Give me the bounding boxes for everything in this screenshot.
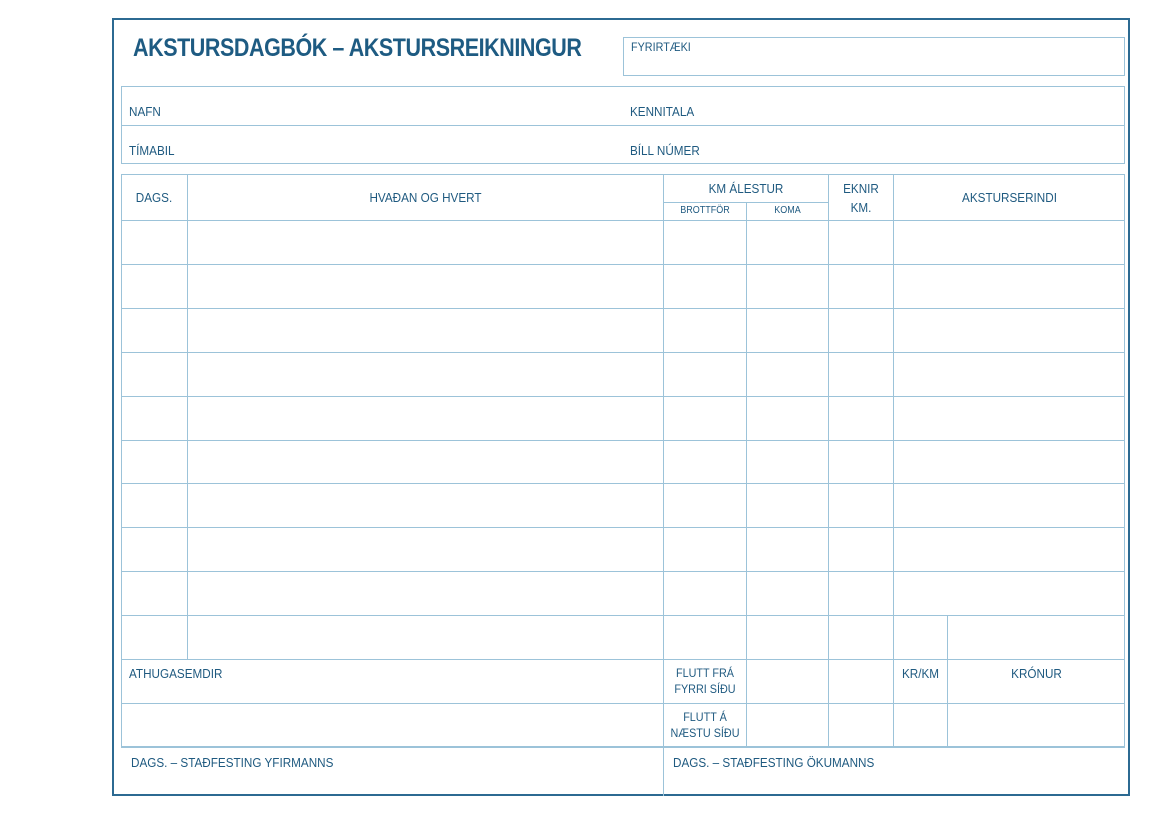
header-km-arrive: KOMA — [774, 205, 801, 216]
table-row[interactable] — [122, 572, 1124, 614]
col-line-rate — [947, 615, 948, 747]
table-row[interactable] — [122, 441, 1124, 483]
header-km-depart: BROTTFÖR — [680, 205, 730, 216]
footer-line-2 — [121, 703, 1125, 704]
form-title: AKSTURSDAGBÓK – AKSTURSREIKNINGUR — [133, 34, 582, 62]
table-row[interactable] — [122, 353, 1124, 395]
rate-label: KR/KM — [901, 666, 940, 681]
col-line-date — [187, 174, 188, 659]
amount-label: KRÓNUR — [1011, 666, 1062, 681]
signature-divider — [663, 747, 664, 796]
carried-to-label-1: FLUTT Á — [683, 710, 727, 724]
carried-to-label-2: NÆSTU SÍÐU — [670, 726, 740, 740]
header-km: KM ÁLESTUR — [708, 181, 784, 196]
car-label: BÍLL NÚMER — [630, 143, 700, 158]
footer-line-1 — [121, 659, 1125, 660]
company-label: FYRIRTÆKI — [631, 40, 691, 54]
table-row[interactable] — [122, 616, 1124, 658]
header-date: DAGS. — [135, 190, 173, 205]
id-field[interactable] — [700, 88, 1120, 124]
period-label: TÍMABIL — [129, 143, 175, 158]
carried-from-label-2: FYRRI SÍÐU — [674, 682, 736, 696]
col-line-route — [663, 174, 664, 747]
car-field[interactable] — [700, 127, 1120, 163]
table-row[interactable] — [122, 397, 1124, 439]
header-driven-1: EKNIR — [843, 181, 879, 196]
header-purpose: AKSTURSERINDI — [962, 190, 1057, 205]
id-label: KENNITALA — [630, 104, 695, 119]
col-line-km-mid — [746, 202, 747, 747]
col-line-driven — [893, 174, 894, 747]
name-field[interactable] — [190, 88, 620, 124]
info-divider — [121, 125, 1125, 126]
table-row[interactable] — [122, 528, 1124, 570]
period-field[interactable] — [190, 127, 620, 163]
header-driven-2: KM. — [850, 200, 872, 215]
name-label: NAFN — [129, 104, 161, 119]
remarks-label: ATHUGASEMDIR — [129, 666, 223, 681]
header-route: HVAÐAN OG HVERT — [369, 190, 482, 205]
table-row[interactable] — [122, 309, 1124, 351]
table-row[interactable] — [122, 265, 1124, 307]
driver-sign-label: DAGS. – STAÐFESTING ÖKUMANNS — [673, 755, 875, 770]
supervisor-sign-label: DAGS. – STAÐFESTING YFIRMANNS — [131, 755, 334, 770]
company-field[interactable] — [623, 37, 1125, 76]
carried-from-label-1: FLUTT FRÁ — [675, 666, 734, 680]
col-line-km-end — [828, 174, 829, 747]
table-row[interactable] — [122, 221, 1124, 263]
table-row[interactable] — [122, 484, 1124, 526]
